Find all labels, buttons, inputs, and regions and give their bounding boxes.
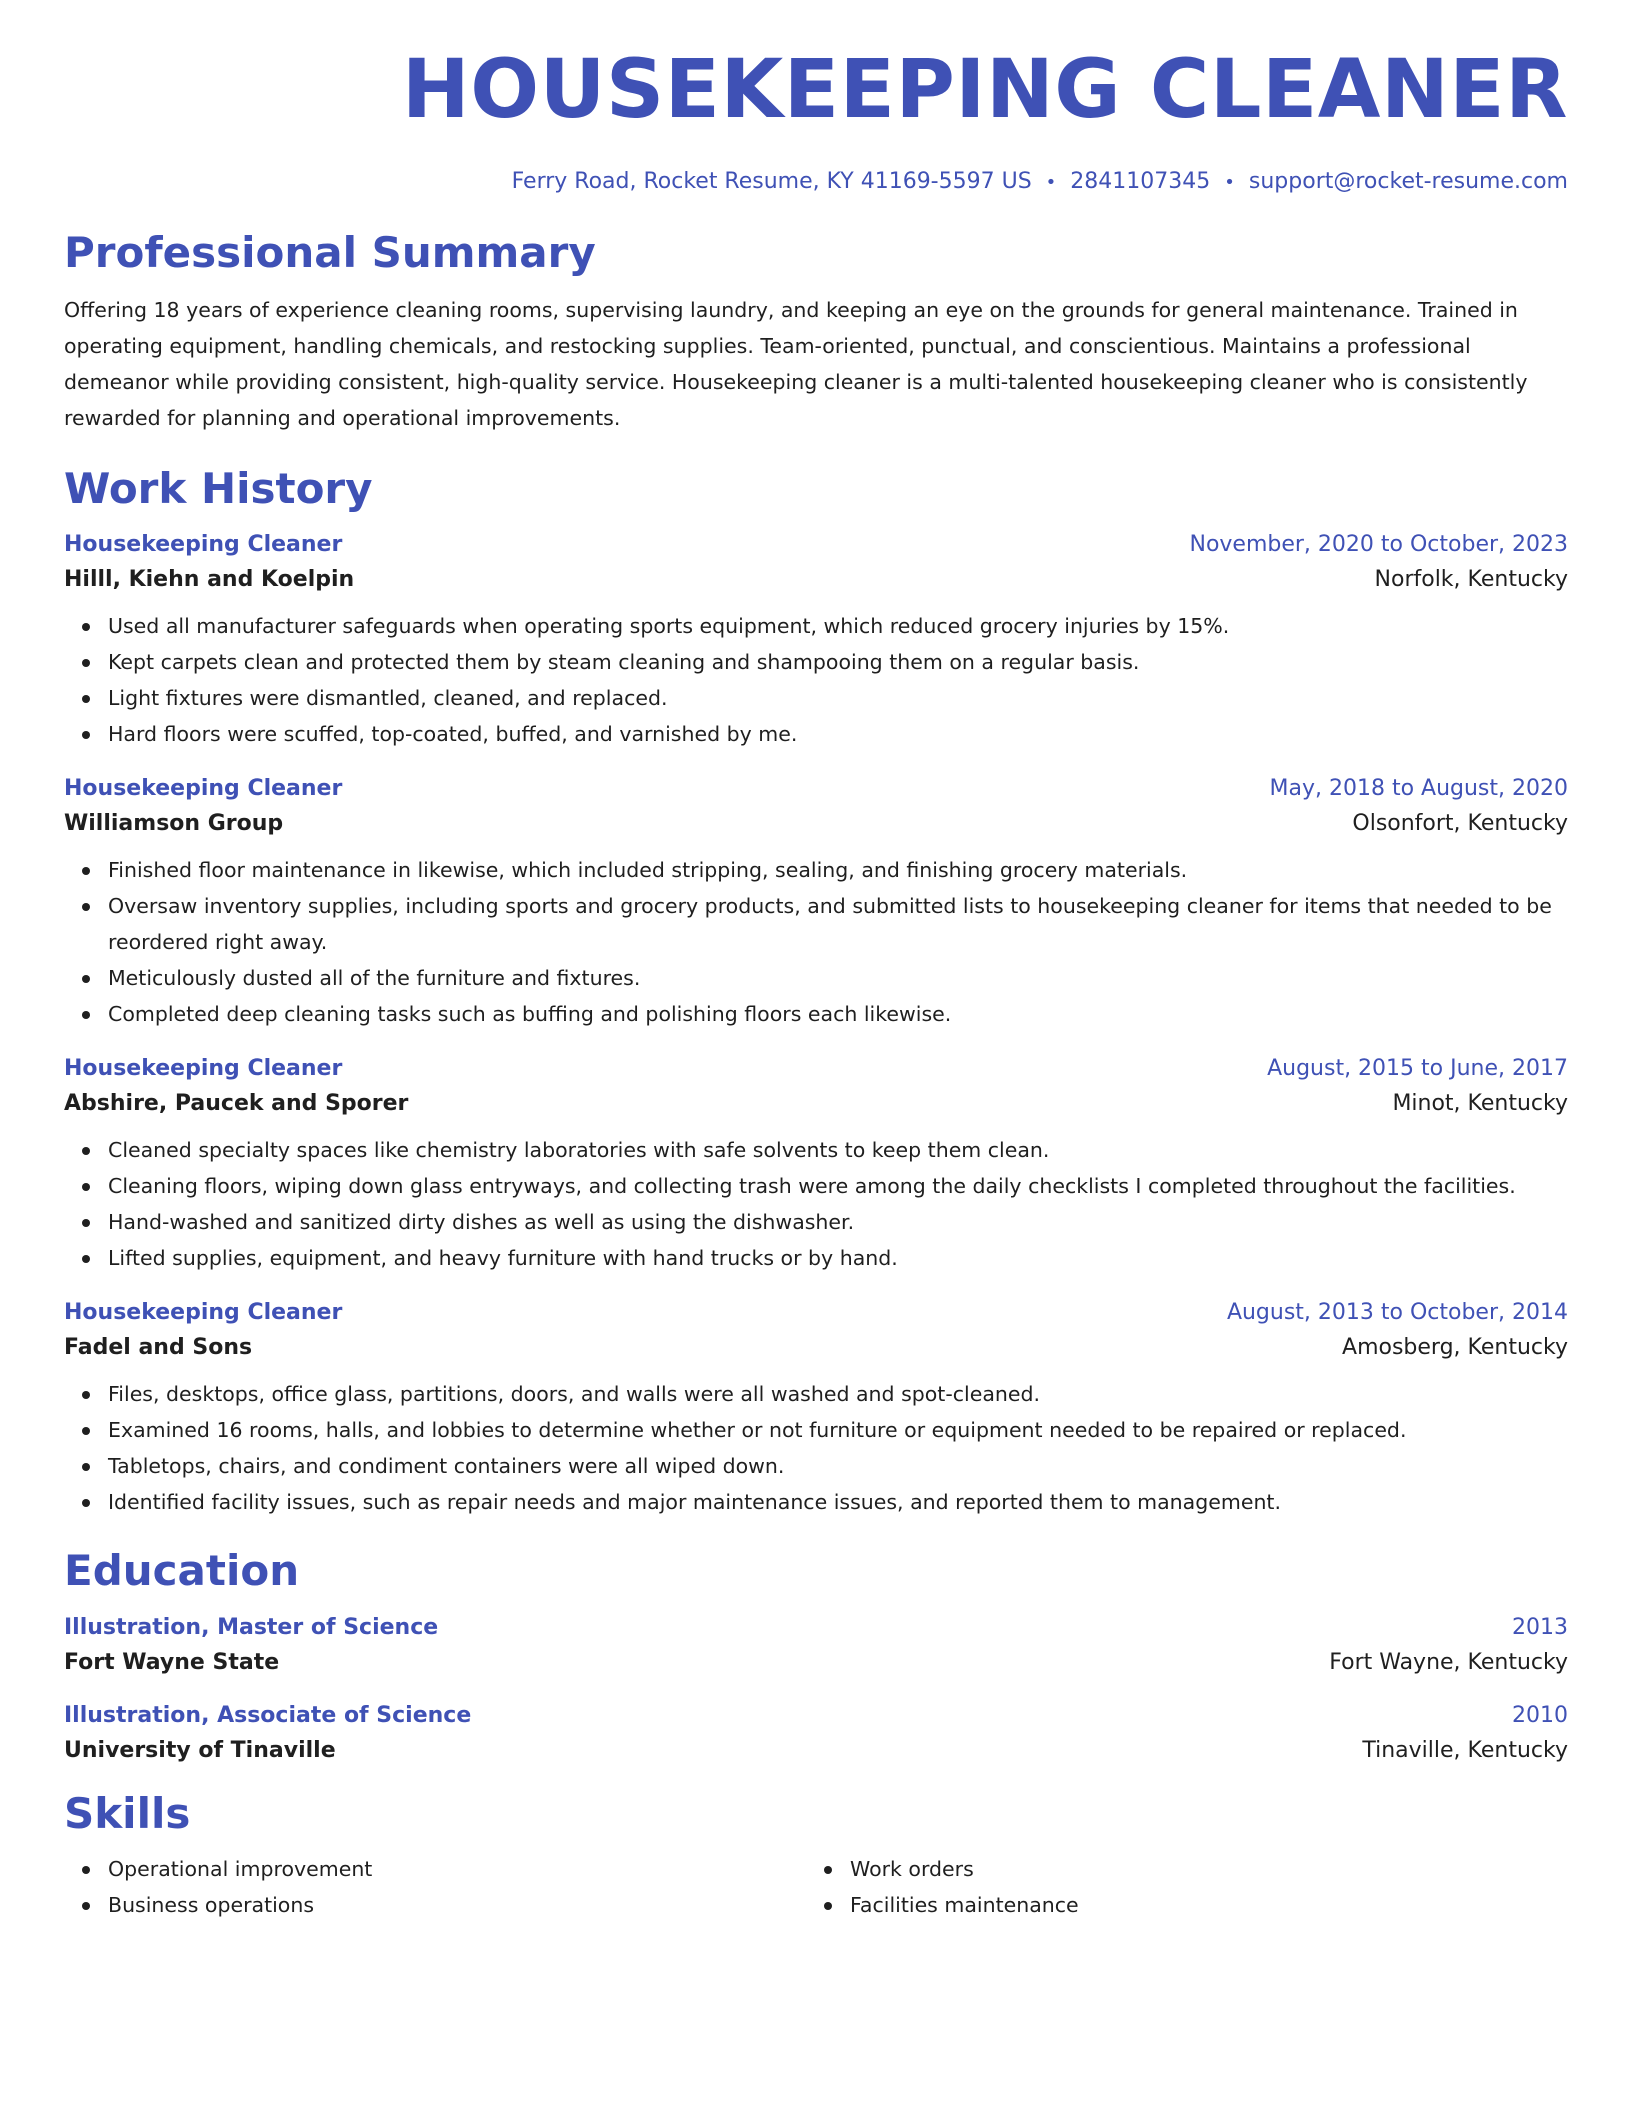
list-item: Finished floor maintenance in likewise, which included stripping, sealing, and finishing grocery materials.: [108, 852, 1568, 888]
contact-line: [64, 169, 1568, 194]
education-entry: [64, 1615, 1568, 1675]
skills-column-right: [806, 1851, 1548, 1923]
list-item: Tabletops, chairs, and condiment containers were all wiped down.: [108, 1448, 1568, 1484]
edu-location: Fort Wayne, Kentucky: [1329, 1649, 1568, 1675]
list-item: Work orders: [850, 1851, 1548, 1887]
list-item: Used all manufacturer safeguards when operating sports equipment, which reduced grocery injuries by 15%.: [108, 608, 1568, 644]
list-item: Kept carpets clean and protected them by steam cleaning and shampooing them on a regular basis.: [108, 644, 1568, 680]
job-dates: August, 2015 to June, 2017: [1267, 1056, 1568, 1082]
skills-heading: Skills: [64, 1788, 191, 1838]
summary-text: Offering 18 years of experience cleaning rooms, supervising laundry, and keeping an eye on the grounds for general maintenance. Trained in operating equipment, handling chemicals, and restocking supplies. Team-oriented, punctual, and conscientious. Maintains a professional demeanor while providing consistent, high-quality service. Housekeeping cleaner is a multi-talented housekeeping cleaner who is consistently rewarded for planning and operational improvements.: [64, 298, 1528, 431]
job-dates: November, 2020 to October, 2023: [1189, 532, 1568, 558]
skills-grid: [64, 1851, 1568, 1923]
work-history-heading: Work History: [64, 464, 373, 514]
job-title: Housekeeping Cleaner: [64, 532, 343, 558]
skills-list: [806, 1851, 1548, 1923]
job-entry: [64, 532, 1568, 752]
edu-school: University of Tinaville: [64, 1737, 336, 1763]
list-item: Light fixtures were dismantled, cleaned, and replaced.: [108, 680, 1568, 716]
job-company: Abshire, Paucek and Sporer: [64, 1091, 409, 1117]
list-item: Files, desktops, office glass, partitions, doors, and walls were all washed and spot-cleaned.: [108, 1376, 1568, 1412]
job-location: Norfolk, Kentucky: [1374, 567, 1568, 593]
job-entry: [64, 776, 1568, 1032]
list-item: Examined 16 rooms, halls, and lobbies to determine whether or not furniture or equipment needed to be repaired or replaced.: [108, 1412, 1568, 1448]
job-entry: [64, 1056, 1568, 1276]
list-item: Cleaned specialty spaces like chemistry laboratories with safe solvents to keep them clean.: [108, 1132, 1568, 1168]
job-title: Housekeeping Cleaner: [64, 776, 343, 802]
list-item: Facilities maintenance: [850, 1887, 1548, 1923]
edu-year: 2010: [1512, 1702, 1568, 1728]
skills-column-left: [64, 1851, 806, 1923]
education-entry: [64, 1703, 1568, 1763]
contact-phone: 2841107345: [1070, 169, 1211, 194]
contact-separator: •: [1045, 172, 1057, 193]
job-dates: August, 2013 to October, 2014: [1226, 1300, 1568, 1326]
skills-list: [64, 1851, 806, 1923]
edu-degree: Illustration, Associate of Science: [64, 1702, 472, 1728]
job-duties: [64, 1132, 1568, 1276]
summary-heading: Professional Summary: [64, 228, 596, 277]
list-item: Hard floors were scuffed, top-coated, buffed, and varnished by me.: [108, 716, 1568, 752]
edu-year: 2013: [1512, 1614, 1568, 1640]
job-location: Olsonfort, Kentucky: [1352, 811, 1568, 837]
contact-email[interactable]: support@rocket-resume.com: [1248, 169, 1568, 194]
list-item: Identified facility issues, such as repair needs and major maintenance issues, and reported them to management.: [108, 1484, 1568, 1520]
list-item: Completed deep cleaning tasks such as buffing and polishing floors each likewise.: [108, 996, 1568, 1032]
candidate-name: HOUSEKEEPING CLEANER: [401, 43, 1568, 137]
job-title: Housekeeping Cleaner: [64, 1056, 343, 1082]
list-item: Oversaw inventory supplies, including sports and grocery products, and submitted lists to housekeeping cleaner for items that needed to be reordered right away.: [108, 888, 1568, 960]
edu-school: Fort Wayne State: [64, 1649, 280, 1675]
job-title: Housekeeping Cleaner: [64, 1300, 343, 1326]
job-company: Hilll, Kiehn and Koelpin: [64, 567, 355, 593]
list-item: Operational improvement: [108, 1851, 806, 1887]
contact-address: Ferry Road, Rocket Resume, KY 41169-5597 US: [511, 169, 1032, 194]
resume-page: [64, 43, 1568, 1923]
job-dates: May, 2018 to August, 2020: [1269, 776, 1568, 802]
list-item: Meticulously dusted all of the furniture and fixtures.: [108, 960, 1568, 996]
job-company: Fadel and Sons: [64, 1335, 253, 1361]
job-duties: [64, 608, 1568, 752]
job-location: Amosberg, Kentucky: [1342, 1335, 1568, 1361]
list-item: Cleaning floors, wiping down glass entryways, and collecting trash were among the daily checklists I completed throughout the facilities.: [108, 1168, 1568, 1204]
job-company: Williamson Group: [64, 811, 284, 837]
edu-location: Tinaville, Kentucky: [1362, 1737, 1568, 1763]
edu-degree: Illustration, Master of Science: [64, 1614, 439, 1640]
list-item: Hand-washed and sanitized dirty dishes as well as using the dishwasher.: [108, 1204, 1568, 1240]
job-entry: [64, 1300, 1568, 1520]
list-item: Business operations: [108, 1887, 806, 1923]
contact-separator: •: [1224, 172, 1235, 193]
job-duties: [64, 1376, 1568, 1520]
list-item: Lifted supplies, equipment, and heavy furniture with hand trucks or by hand.: [108, 1240, 1568, 1276]
education-heading: Education: [64, 1546, 300, 1596]
job-location: Minot, Kentucky: [1392, 1091, 1568, 1117]
job-duties: [64, 852, 1568, 1032]
